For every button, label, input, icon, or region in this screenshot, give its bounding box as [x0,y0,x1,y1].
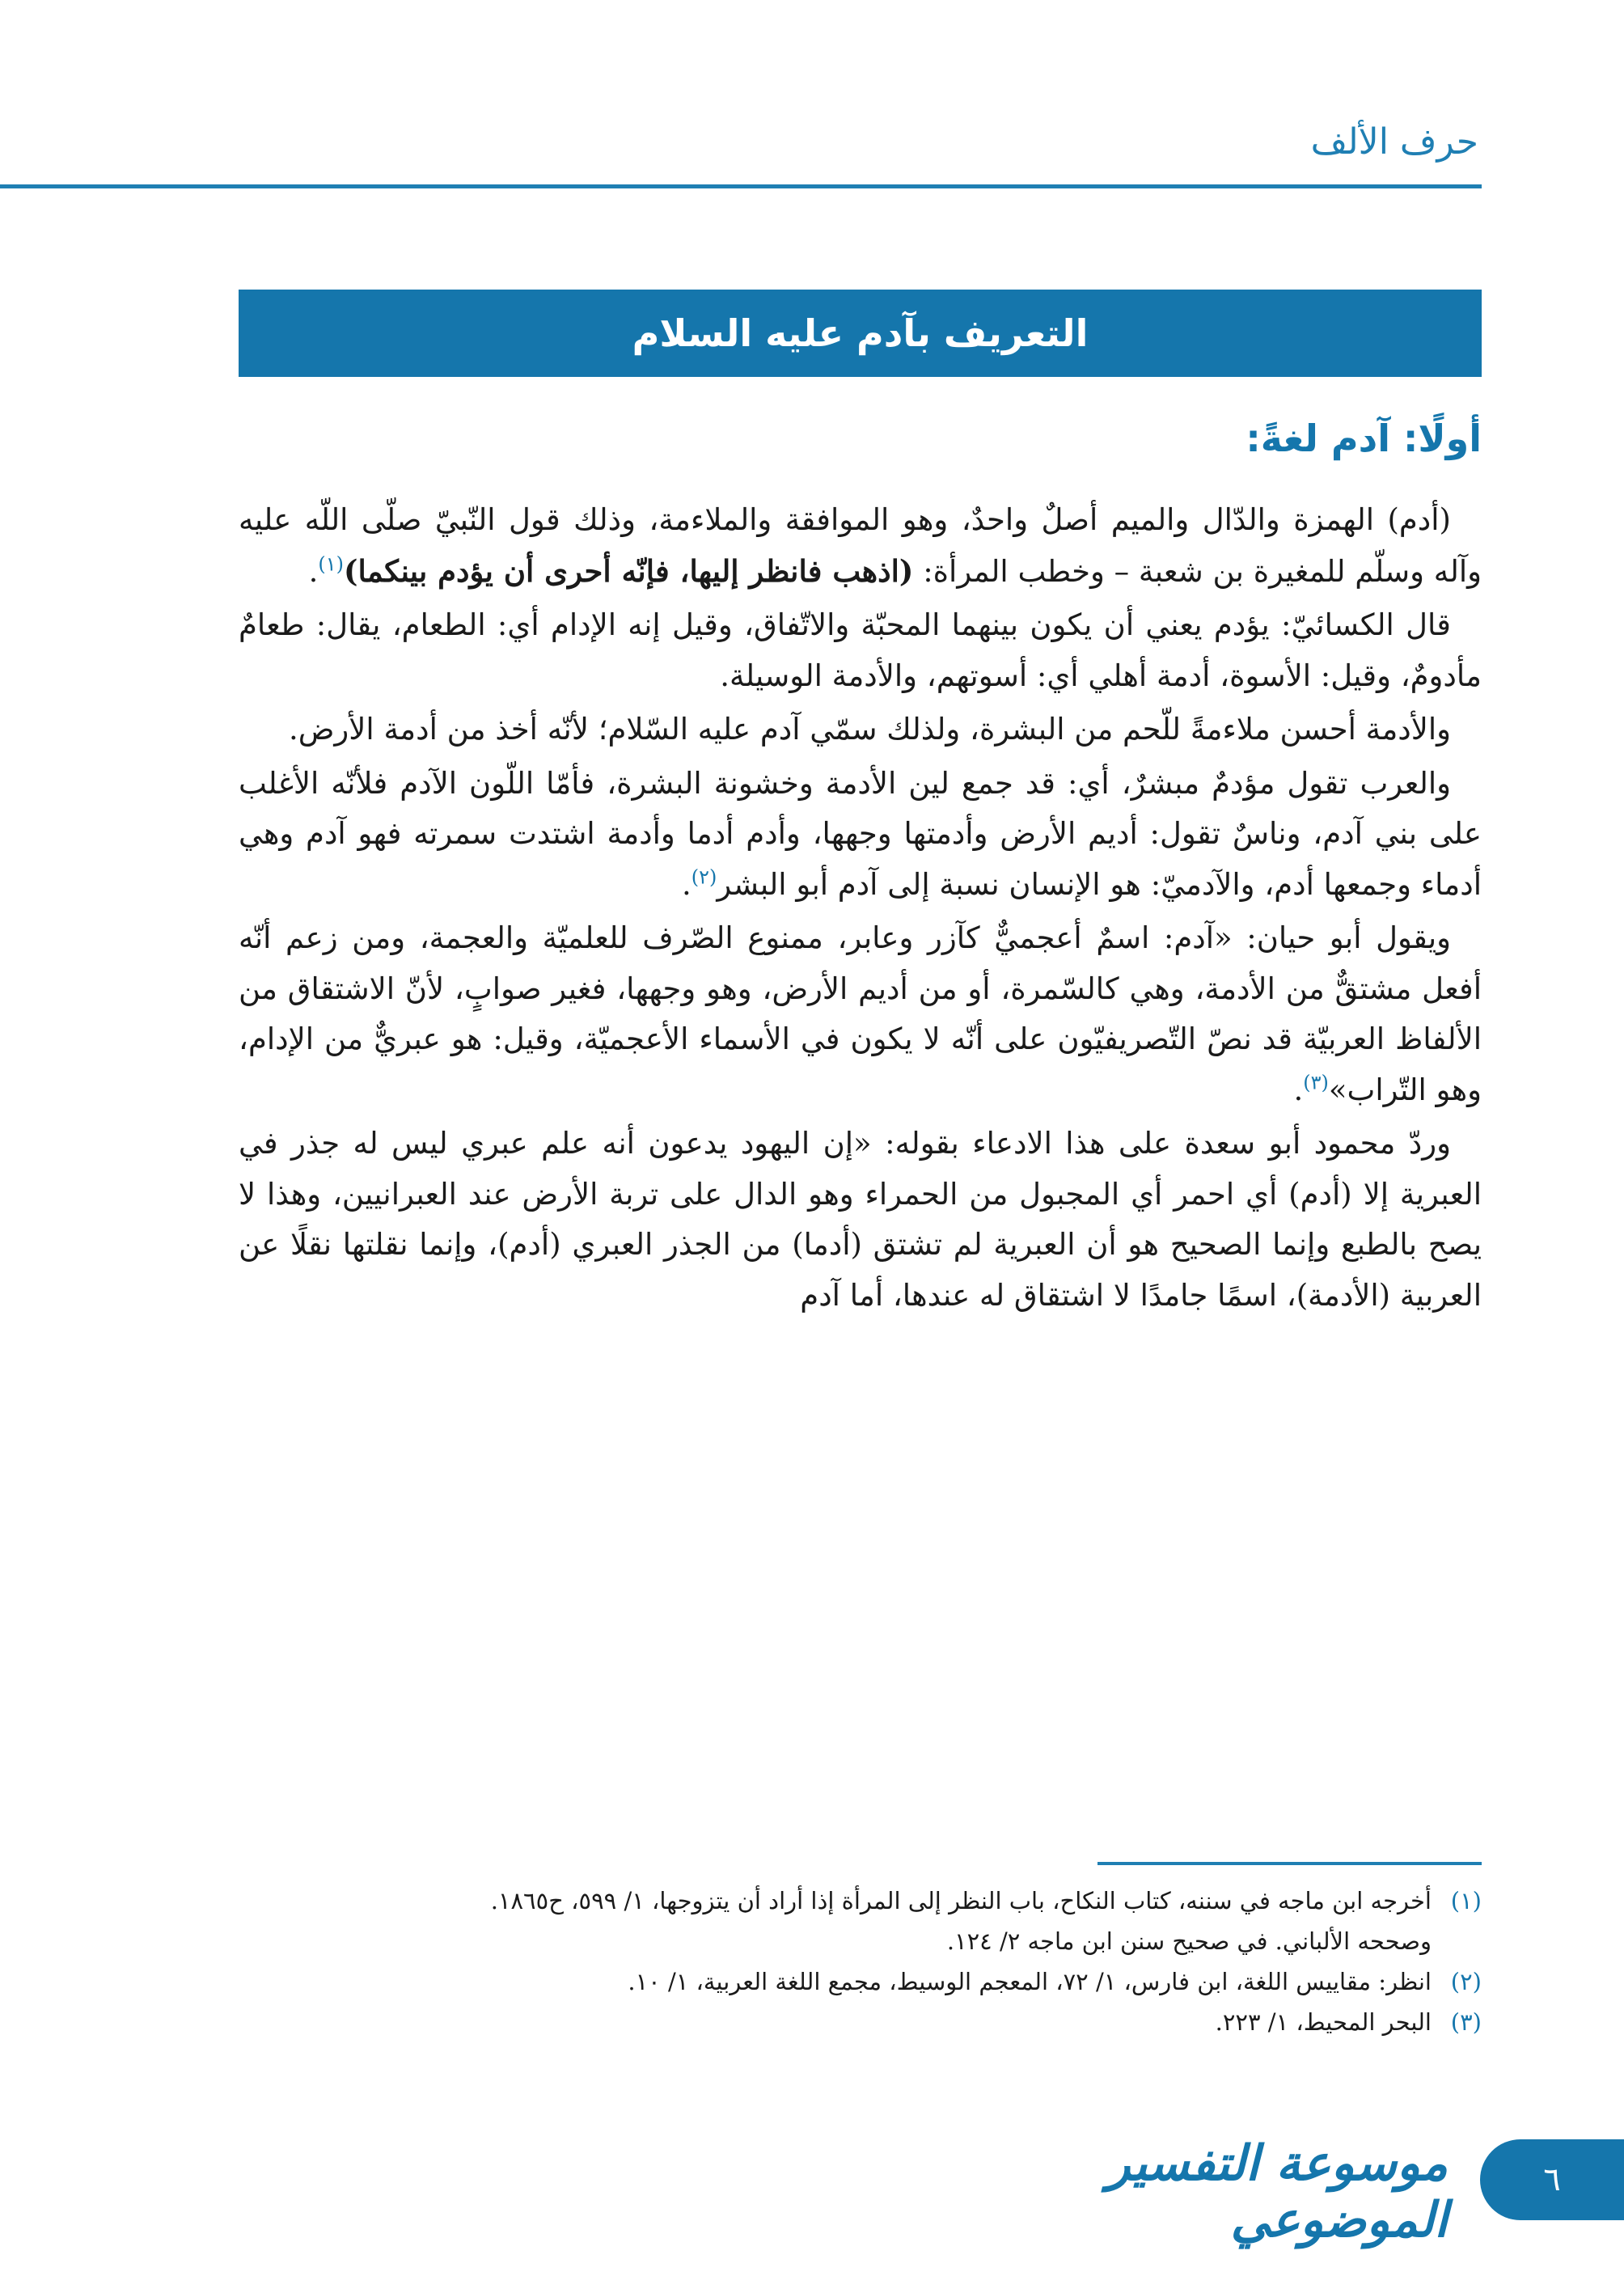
paragraph [239,600,1482,701]
paragraph [239,495,1482,597]
paragraph-text: والعرب تقول مؤدمٌ مبشرٌ، أي: قد جمع لين الأدمة وخشونة البشرة، فأمّا اللّون الآدم فلأنّه الأغلب على بني آدم، وناسٌ تقول: أديم الأرض وأدمتها وجهها، وأدم أدما وأدمة اشتدت سمرته فهو آدم وهي أدماء وجمعها أدم، والآدميّ: هو الإنسان نسبة إلى آدم أبو البشر [239,765,1482,902]
page-number-tab [1480,2139,1624,2220]
paragraph [239,913,1482,1115]
footnote [239,1961,1482,2002]
footnote-ref[interactable]: (١) [318,552,345,576]
running-head: حرف الألف [1310,121,1478,163]
footnote-line: البحر المحيط، ١/ ٢٢٣. [1215,2008,1432,2036]
paragraph-text: والأدمة أحسن ملاءمةً للّحم من البشرة، ولذلك سمّي آدم عليه السّلام؛ لأنّه أخذ من أدمة الأرض. [288,712,1451,747]
footnote-ref[interactable]: (٢) [691,865,717,889]
header-rule [0,184,1482,188]
footnote-separator [1097,1862,1482,1865]
hadith-quote: (اذهب فانظر إليها، فإنّه أحرى أن يؤدم بينكما) [344,552,914,589]
paragraph-text: قال الكسائيّ: يؤدم يعني أن يكون بينهما المحبّة والاتّفاق، وقيل إنه الإدام أي: الطعام، يقال: طعامٌ مأدومٌ، وقيل: الأسوة، أدمة أهلي أي: أسوتهم، والأدمة الوسيلة. [239,607,1482,693]
footnote-line: وصححه الألباني. في صحيح سنن ابن ماجه ٢/ ١٢٤. [946,1927,1432,1955]
footnote-number: (٢) [1450,1968,1482,1995]
paragraph-text: ويقول أبو حيان: «آدم: اسمٌ أعجميٌّ كآزر وعابر، ممنوع الصّرف للعلميّة والعجمة، ومن زعم أنّه أفعل مشتقٌّ من الأدمة، وهي كالسّمرة، أو من أديم الأرض، وهو وجهها، فغير صوابٍ، لأنّ الاشتقاق من الألفاظ العربيّة قد نصّ التّصريفيّون على أنّه لا يكون في الأسماء الأعجميّة، وقيل: هو عبريٌّ من الإدام، وهو التّراب» [239,920,1482,1107]
footnotes [239,1881,1482,2042]
section-title: التعريف بآدم عليه السلام [632,311,1089,355]
body-text [239,495,1482,1324]
paragraph-text: وردّ محمود أبو سعدة على هذا الادعاء بقوله: «إن اليهود يدعون أنه علم عبري ليس له جذر في العبرية إلا (أدم) أي احمر أي المجبول من الحمراء وهو الدال على تربة الأرض عند العبرانيين، وهذا لا يصح بالطبع وإنما الصحيح هو أن العبرية لم تشتق (أدما) من الجذر العبري (أدم)، وإنما نقلتها نقلًا عن العربية (الأدمة)، اسمًا جامدًا لا اشتقاق له عندها، أما آدم [239,1126,1482,1313]
subsection-title: أولًا: آدم لغةً: [1245,417,1482,460]
paragraph-tail: . [308,553,319,589]
section-title-banner [239,290,1482,377]
footnote-ref[interactable]: (٣) [1303,1071,1329,1094]
paragraph-tail: . [1293,1072,1304,1107]
paragraph-text: (أدم) الهمزة والدّال والميم أصلٌ واحدٌ، وهو الموافقة والملاءمة، وذلك قول النّبيّ صلّى اللّه عليه وآله وسلّم للمغيرة بن شعبة – وخطب المرأة: [239,502,1482,589]
footnote-line: أخرجه ابن ماجه في سننه، كتاب النكاح، باب النظر إلى المرأة إذا أراد أن يتزوجها، ١/ ٥٩٩، ح١٨٦٥. [490,1887,1432,1914]
paragraph [239,759,1482,911]
paragraph-tail: . [682,866,691,902]
footnote-number: (٣) [1450,2008,1482,2036]
footnote-body [239,1881,1432,1961]
footnote [239,2002,1482,2042]
footnote-line: انظر: مقاييس اللغة، ابن فارس، ١/ ٧٢، المعجم الوسيط، مجمع اللغة العربية، ١/ ١٠. [628,1968,1432,1995]
page-number: ٦ [1543,2161,1561,2198]
footnote-number: (١) [1450,1887,1482,1914]
footnote [239,1881,1482,1961]
paragraph [239,704,1482,755]
paragraph [239,1119,1482,1321]
series-logo: موسوعة التفسير الموضوعي [1106,2135,1448,2249]
